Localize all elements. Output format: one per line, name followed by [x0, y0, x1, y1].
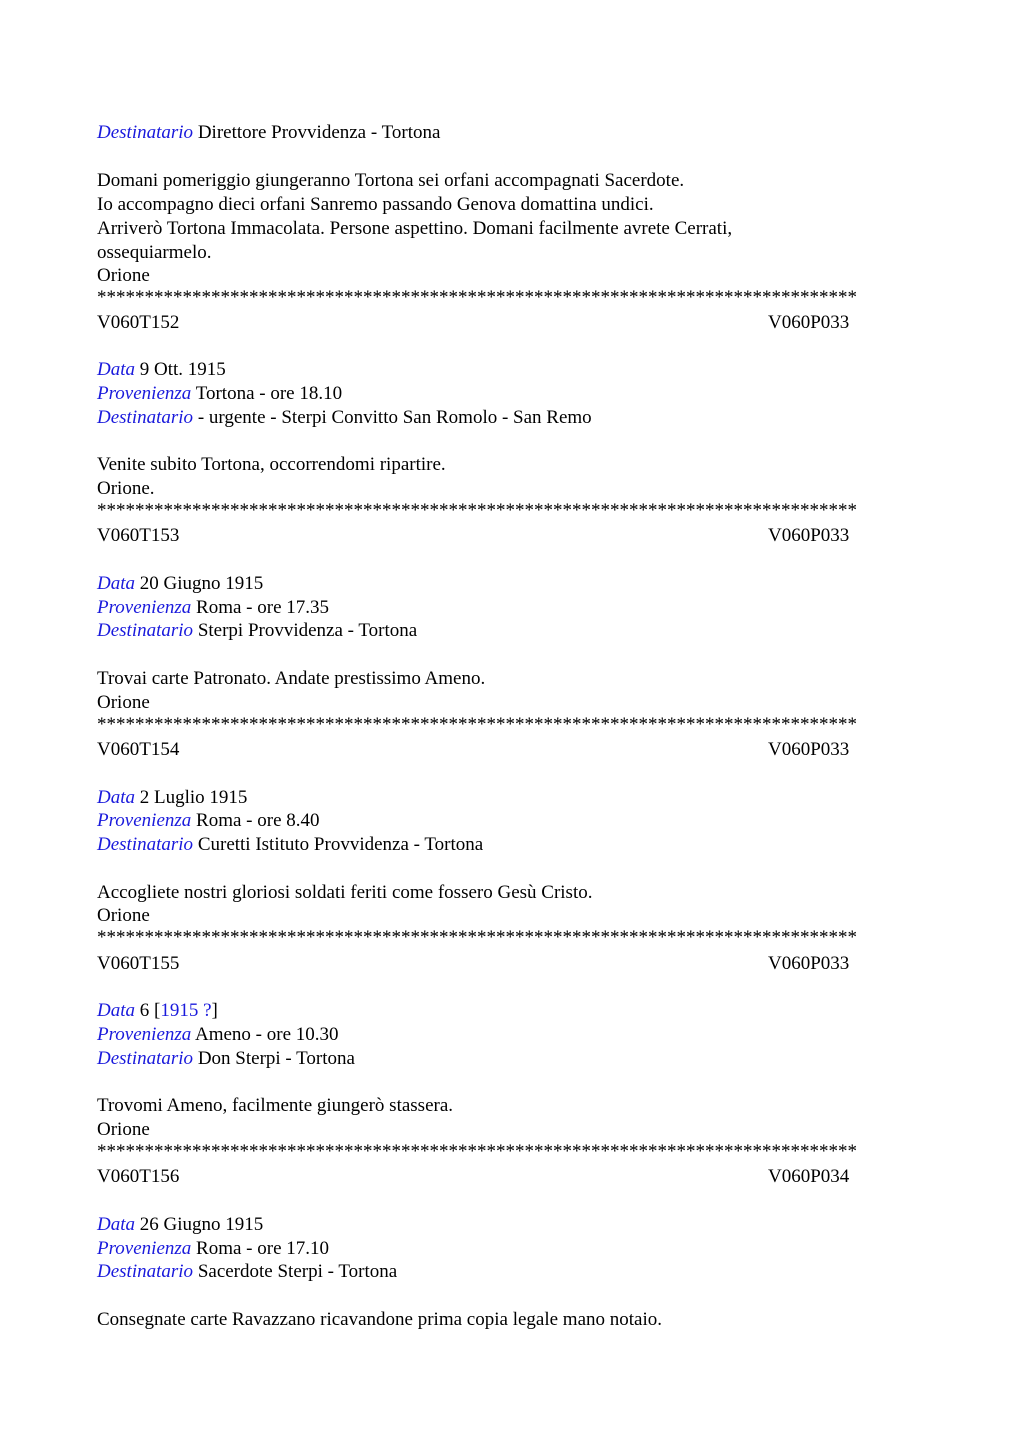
date-line — [97, 358, 226, 382]
recipient-line — [97, 1260, 397, 1284]
page-ref: V060P034 — [768, 1166, 850, 1187]
message-line: Io accompagno dieci orfani Sanremo passando Genova domattina undici. — [97, 194, 654, 215]
recipient-value: Sterpi Provvidenza - Tortona — [197, 620, 418, 641]
origin-value: Ameno - ore 10.30 — [194, 1024, 339, 1045]
date-label: Data — [97, 1214, 135, 1235]
message-line: Trovai carte Patronato. Andate prestissimo Ameno. — [97, 668, 486, 689]
entry-code: V060T154 — [97, 739, 180, 760]
signature: Orione. — [97, 478, 155, 499]
origin-line — [97, 382, 342, 406]
entry-code: V060T156 — [97, 1166, 180, 1187]
date-label: Data — [97, 359, 135, 380]
date-line — [97, 999, 218, 1023]
separator: ******************************************************************************** — [97, 287, 857, 308]
recipient-value: Direttore Provvidenza - Tortona — [197, 122, 441, 143]
intro-recipient-line — [97, 121, 440, 145]
origin-line — [97, 596, 329, 620]
origin-value: Roma - ore 17.35 — [196, 597, 330, 618]
origin-label: Provenienza — [97, 1024, 192, 1045]
date-line — [97, 572, 263, 596]
separator: ******************************************************************************** — [97, 1141, 857, 1162]
signature: Orione — [97, 1119, 150, 1140]
date-year-uncertain: 1915 ? — [160, 1000, 212, 1021]
message-line: Venite subito Tortona, occorrendomi ripartire. — [97, 454, 446, 475]
signature: Orione — [97, 692, 150, 713]
recipient-label: Destinatario — [97, 122, 194, 143]
recipient-label: Destinatario — [97, 620, 194, 641]
date-label: Data — [97, 1000, 135, 1021]
recipient-line — [97, 833, 483, 857]
recipient-label: Destinatario — [97, 407, 194, 428]
origin-value: Tortona - ore 18.10 — [195, 383, 343, 404]
date-value: 6 [ — [139, 1000, 161, 1021]
recipient-line — [97, 619, 417, 643]
origin-value: Roma - ore 8.40 — [196, 810, 320, 831]
recipient-value: - urgente - Sterpi Convitto San Romolo - San Remo — [197, 407, 592, 428]
date-label: Data — [97, 787, 135, 808]
date-value: 20 Giugno 1915 — [139, 573, 264, 594]
origin-label: Provenienza — [97, 1238, 192, 1259]
entry-code: V060T152 — [97, 312, 180, 333]
origin-line — [97, 1237, 329, 1261]
recipient-label: Destinatario — [97, 1048, 194, 1069]
entry-code: V060T153 — [97, 525, 180, 546]
page-ref: V060P033 — [768, 312, 850, 333]
entry-code: V060T155 — [97, 953, 180, 974]
date-line — [97, 1213, 263, 1237]
recipient-line — [97, 1047, 355, 1071]
message-line: Consegnate carte Ravazzano ricavandone prima copia legale mano notaio. — [97, 1309, 662, 1330]
date-value: 26 Giugno 1915 — [139, 1214, 264, 1235]
date-line — [97, 786, 247, 810]
message-line: ossequiarmelo. — [97, 242, 212, 263]
origin-value: Roma - ore 17.10 — [196, 1238, 330, 1259]
recipient-line — [97, 406, 592, 430]
origin-label: Provenienza — [97, 810, 192, 831]
page-ref: V060P033 — [768, 739, 850, 760]
recipient-value: Curetti Istituto Provvidenza - Tortona — [197, 834, 484, 855]
signature: Orione — [97, 905, 150, 926]
recipient-label: Destinatario — [97, 834, 194, 855]
recipient-label: Destinatario — [97, 1261, 194, 1282]
separator: ******************************************************************************** — [97, 714, 857, 735]
separator: ******************************************************************************** — [97, 500, 857, 521]
date-value: 9 Ott. 1915 — [139, 359, 226, 380]
message-line: Accogliete nostri gloriosi soldati feriti come fossero Gesù Cristo. — [97, 882, 593, 903]
message-line: Arriverò Tortona Immacolata. Persone aspettino. Domani facilmente avrete Cerrati, — [97, 218, 733, 239]
signature: Orione — [97, 265, 150, 286]
page-ref: V060P033 — [768, 953, 850, 974]
origin-label: Provenienza — [97, 597, 192, 618]
date-label: Data — [97, 573, 135, 594]
date-bracket: ] — [211, 1000, 218, 1021]
date-value: 2 Luglio 1915 — [139, 787, 248, 808]
message-line: Trovomi Ameno, facilmente giungerò stassera. — [97, 1095, 454, 1116]
origin-line — [97, 1023, 339, 1047]
origin-line — [97, 809, 320, 833]
recipient-value: Don Sterpi - Tortona — [197, 1048, 355, 1069]
origin-label: Provenienza — [97, 383, 192, 404]
page-ref: V060P033 — [768, 525, 850, 546]
recipient-value: Sacerdote Sterpi - Tortona — [197, 1261, 398, 1282]
message-line: Domani pomeriggio giungeranno Tortona sei orfani accompagnati Sacerdote. — [97, 170, 685, 191]
separator: ******************************************************************************** — [97, 927, 857, 948]
